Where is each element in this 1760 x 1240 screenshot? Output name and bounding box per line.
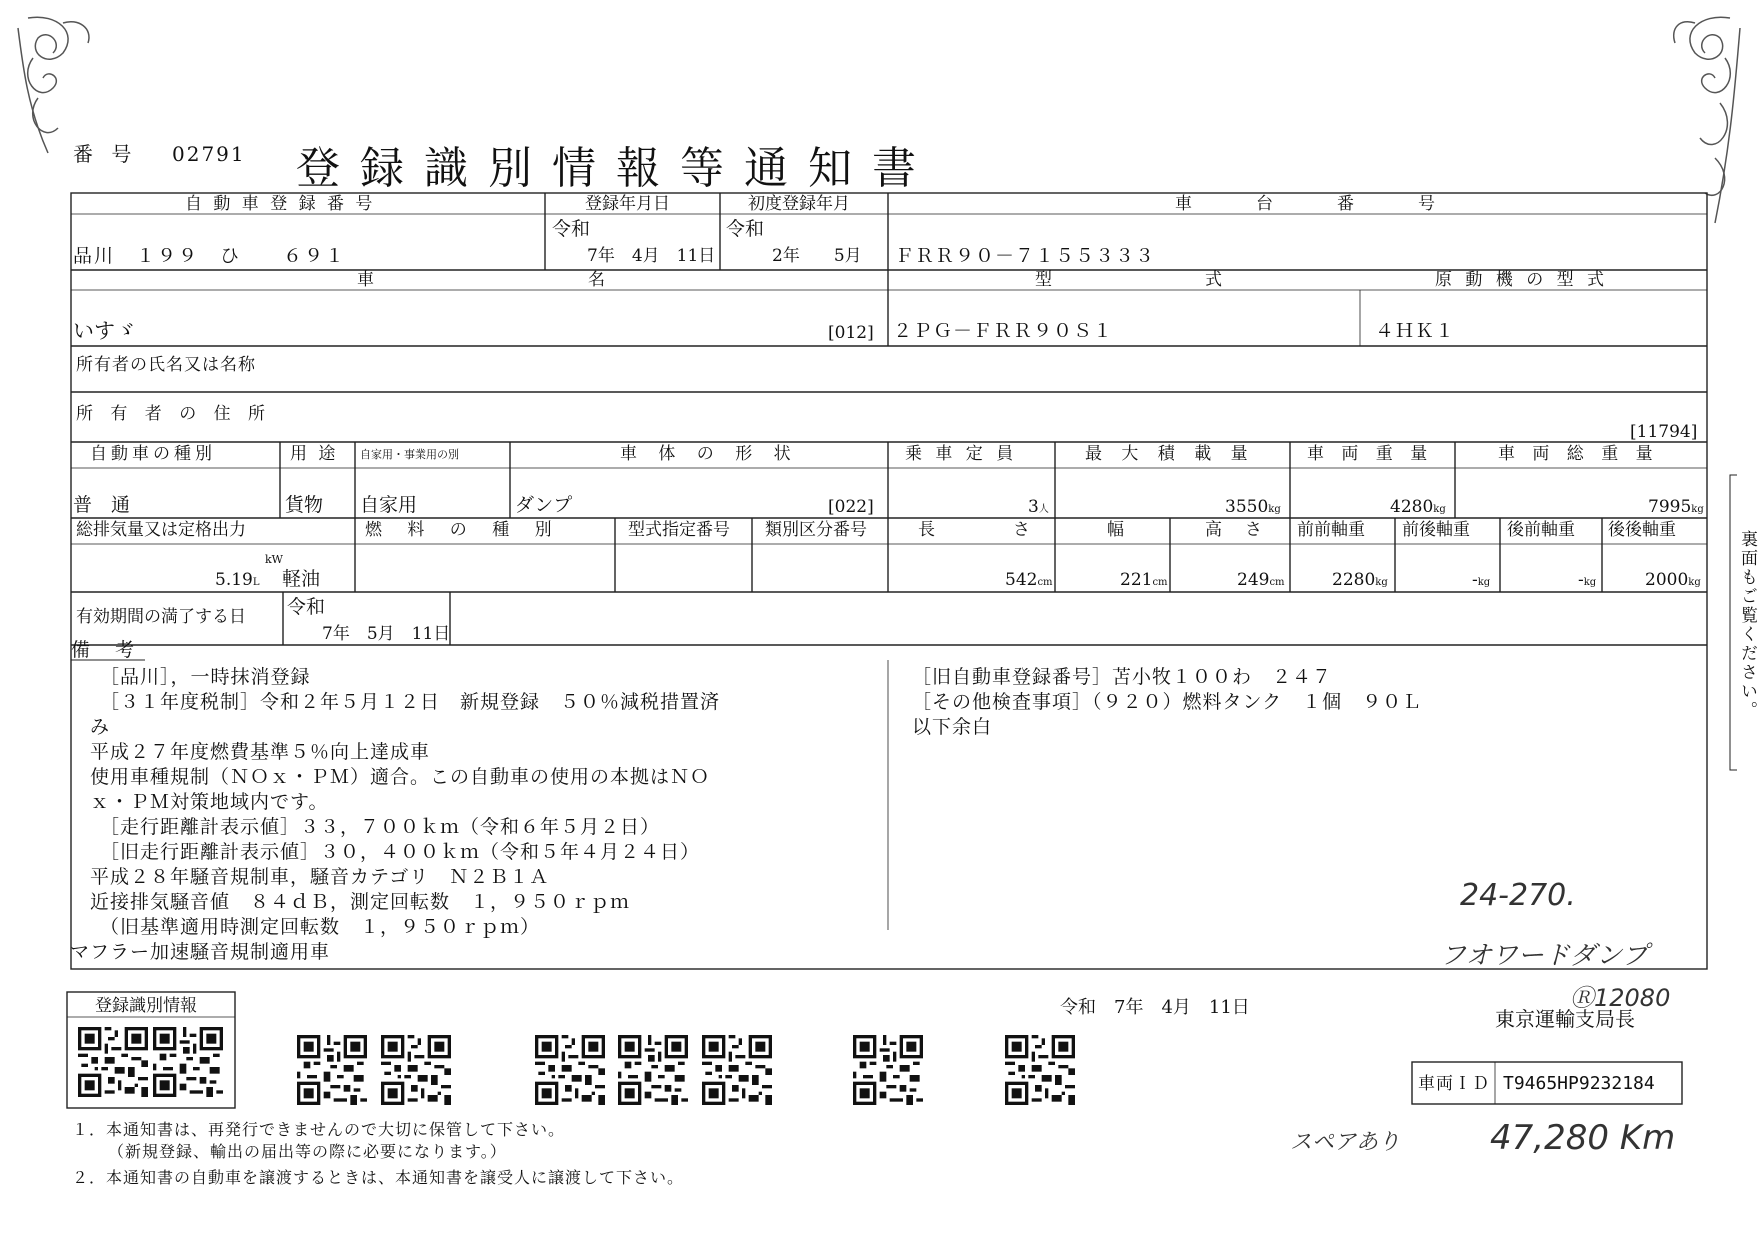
footer-note-1: １．本通知書は、再発行できませんので大切に保管して下さい。 bbox=[72, 1120, 566, 1139]
label-gross: 車 両 総 重 量 bbox=[1498, 444, 1659, 464]
number-label: 番 号 bbox=[73, 142, 138, 166]
page-title: 登録識別情報等通知書 bbox=[296, 143, 936, 194]
qr-code bbox=[297, 1035, 367, 1105]
remark-line: 平成２７年度燃費基準５％向上達成車 bbox=[90, 741, 431, 763]
vehicle-id-label: 車両ＩＤ bbox=[1418, 1074, 1490, 1094]
chassis-value: ＦＲＲ９０－７１５５３３３ bbox=[895, 245, 1156, 267]
qr-code bbox=[1005, 1035, 1075, 1105]
length-number: 542 bbox=[1005, 570, 1038, 590]
label-body: 車 体 の 形 状 bbox=[620, 444, 799, 464]
body-code: [022] bbox=[828, 497, 874, 517]
rr-axle-unit: kg bbox=[1688, 577, 1701, 588]
rr-axle-value bbox=[1645, 569, 1701, 594]
label-reg-no: 自 動 車 登 録 番 号 bbox=[185, 194, 376, 214]
first-era: 令和 bbox=[726, 218, 765, 240]
displacement-value bbox=[215, 569, 260, 594]
ff-axle-number: 2280 bbox=[1332, 570, 1376, 590]
remark-line: ［３１年度税制］令和２年５月１２日 新規登録 ５０％減税措置済 bbox=[100, 691, 721, 713]
label-private-biz: 自家用・事業用の別 bbox=[360, 448, 459, 461]
fuel-value: 軽油 bbox=[282, 568, 321, 590]
label-remarks: 備 考 bbox=[71, 639, 138, 661]
label-displacement: 総排気量又は定格出力 bbox=[76, 520, 246, 540]
handwritten-note: 24-270. bbox=[1460, 878, 1576, 913]
remark-line: ［その他検査事項］（９２０）燃料タンク １個 ９０Ｌ bbox=[912, 691, 1423, 713]
handwritten-note: スペアあり bbox=[1290, 1130, 1401, 1155]
fr-axle-value bbox=[1472, 569, 1490, 594]
remark-line: （旧基準適用時測定回転数 １，９５０ｒｐｍ） bbox=[100, 916, 541, 938]
max-load-unit: kg bbox=[1268, 504, 1281, 515]
footer-note-2: ２．本通知書の自動車を譲渡するときは、本通知書を譲受人に譲渡して下さい。 bbox=[72, 1168, 685, 1187]
reg-date-value: 7年 4月 11日 bbox=[587, 246, 716, 266]
qr-code bbox=[535, 1035, 605, 1105]
addr-code: [11794] bbox=[1630, 422, 1698, 442]
label-first-reg: 初度登録年月 bbox=[748, 194, 850, 214]
rf-axle-number: - bbox=[1578, 570, 1584, 590]
reg-no-value: 品川 １９９ ひ ６９１ bbox=[73, 245, 347, 267]
number-value: 02791 bbox=[172, 142, 246, 166]
label-type-a: 型 bbox=[1035, 270, 1055, 290]
remark-line: ［旧走行距離計表示値］３０，４００ｋｍ（令和５年４月２４日） bbox=[100, 841, 701, 863]
max-load-value bbox=[1225, 496, 1281, 521]
remark-line: ［旧自動車登録番号］苫小牧１００わ ２４７ bbox=[912, 666, 1333, 688]
ff-axle-unit: kg bbox=[1375, 577, 1388, 588]
label-engine: 原 動 機 の 型 式 bbox=[1435, 270, 1609, 290]
label-capacity: 乗 車 定 員 bbox=[905, 444, 1018, 464]
remark-line: 近接排気騒音値 ８４ｄＢ，測定回転数 １，９５０ｒｐｍ bbox=[90, 891, 631, 913]
reg-era: 令和 bbox=[552, 218, 591, 240]
use-value: 貨物 bbox=[285, 494, 324, 516]
remark-line: 以下余白 bbox=[912, 716, 993, 738]
displacement-unit: L bbox=[252, 577, 260, 588]
label-fuel: 燃 料 の 種 別 bbox=[365, 520, 562, 540]
qr-code bbox=[381, 1035, 451, 1105]
qr-code bbox=[853, 1035, 923, 1105]
body-value: ダンプ bbox=[515, 494, 573, 516]
handwritten-note: 47,280 Km bbox=[1490, 1118, 1676, 1158]
expiry-date-value: 7年 5月 11日 bbox=[322, 624, 451, 644]
label-use: 用 途 bbox=[290, 444, 339, 464]
width-unit: cm bbox=[1152, 577, 1168, 588]
length-value bbox=[1005, 569, 1053, 594]
name-value: いすゞ bbox=[73, 319, 136, 343]
max-load-number: 3550 bbox=[1225, 497, 1269, 517]
qr-code bbox=[78, 1027, 148, 1097]
width-value bbox=[1120, 569, 1168, 594]
handwritten-note: Ⓡ12080 bbox=[1570, 984, 1671, 1012]
remark-line: ｘ・ＰＭ対策地域内です。 bbox=[90, 791, 329, 813]
remark-line: み bbox=[90, 716, 111, 738]
label-height-b: さ bbox=[1245, 520, 1265, 540]
ff-axle-value bbox=[1332, 569, 1388, 594]
height-unit: cm bbox=[1269, 577, 1285, 588]
remark-line: 平成２８年騒音規制車，騒音カテゴリ Ｎ２Ｂ１Ａ bbox=[90, 866, 550, 888]
qr-box-label: 登録識別情報 bbox=[95, 996, 197, 1016]
length-unit: cm bbox=[1037, 577, 1053, 588]
remark-line: ［品川］，一時抹消登録 bbox=[100, 666, 311, 688]
label-rf-axle: 後前軸重 bbox=[1507, 520, 1575, 540]
label-owner-addr: 所 有 者 の 住 所 bbox=[76, 404, 272, 424]
displacement-number: 5.19 bbox=[215, 570, 253, 590]
label-length-b: さ bbox=[1013, 520, 1033, 540]
weight-unit: kg bbox=[1433, 504, 1446, 515]
label-type-b: 式 bbox=[1205, 270, 1225, 290]
height-number: 249 bbox=[1237, 570, 1270, 590]
gross-value bbox=[1648, 496, 1704, 521]
issue-date: 令和 7年 4月 11日 bbox=[1060, 997, 1250, 1018]
side-note: 裏面もご覧ください。 bbox=[1737, 530, 1757, 720]
footer-note-1b: （新規登録、輸出の届出等の際に必要になります。） bbox=[108, 1142, 507, 1161]
label-length-a: 長 bbox=[918, 520, 938, 540]
engine-value: ４ＨＫ１ bbox=[1375, 320, 1456, 342]
label-max-load: 最 大 積 載 量 bbox=[1085, 444, 1255, 464]
gross-unit: kg bbox=[1691, 504, 1704, 515]
qr-code bbox=[153, 1027, 223, 1097]
label-kind: 自動車の種別 bbox=[90, 444, 216, 464]
first-reg-value: 2年 5月 bbox=[772, 246, 862, 266]
label-expiry: 有効期間の満了する日 bbox=[76, 607, 246, 627]
width-number: 221 bbox=[1120, 570, 1153, 590]
fr-axle-number: - bbox=[1472, 570, 1478, 590]
capacity-number: 3 bbox=[1028, 497, 1039, 517]
rr-axle-number: 2000 bbox=[1645, 570, 1689, 590]
expiry-era: 令和 bbox=[287, 596, 326, 618]
rf-axle-value bbox=[1578, 569, 1596, 594]
weight-value bbox=[1390, 496, 1446, 521]
label-chassis: 車 台 番 号 bbox=[1175, 194, 1445, 214]
height-value bbox=[1237, 569, 1285, 594]
label-name-b: 名 bbox=[588, 270, 608, 290]
label-type-spec: 型式指定番号 bbox=[628, 520, 730, 540]
label-owner-name: 所有者の氏名又は名称 bbox=[76, 355, 256, 375]
label-name-a: 車 bbox=[357, 270, 377, 290]
label-width: 幅 bbox=[1107, 520, 1127, 540]
issuer: 東京運輸支局長 bbox=[1495, 1007, 1635, 1031]
capacity-unit: 人 bbox=[1038, 504, 1049, 515]
kw-unit: kW bbox=[265, 553, 283, 566]
label-class-no: 類別区分番号 bbox=[765, 520, 867, 540]
qr-code bbox=[702, 1035, 772, 1105]
remark-line: ［走行距離計表示値］３３，７００ｋｍ（令和６年５月２日） bbox=[100, 816, 661, 838]
handwritten-note: フオワードダンプ bbox=[1440, 941, 1649, 971]
vehicle-id: T9465HP9232184 bbox=[1503, 1073, 1655, 1094]
kind-value: 普 通 bbox=[73, 494, 131, 516]
label-fr-axle: 前後軸重 bbox=[1402, 520, 1470, 540]
label-rr-axle: 後後軸重 bbox=[1608, 520, 1676, 540]
model-value: ２ＰＧ－ＦＲＲ９０Ｓ１ bbox=[893, 320, 1114, 342]
label-ff-axle: 前前軸重 bbox=[1297, 520, 1365, 540]
fr-axle-unit: kg bbox=[1477, 577, 1491, 588]
remark-line: マフラー加速騒音規制適用車 bbox=[70, 941, 331, 963]
label-height-a: 高 bbox=[1205, 520, 1225, 540]
rf-axle-unit: kg bbox=[1583, 577, 1597, 588]
gross-number: 7995 bbox=[1648, 497, 1692, 517]
qr-code bbox=[618, 1035, 688, 1105]
label-weight: 車 両 重 量 bbox=[1307, 444, 1434, 464]
private-biz-value: 自家用 bbox=[360, 494, 418, 516]
capacity-value bbox=[1028, 496, 1049, 521]
remark-line: 使用車種規制（ＮＯｘ・ＰＭ）適合。この自動車の使用の本拠はＮＯ bbox=[90, 766, 711, 788]
weight-number: 4280 bbox=[1390, 497, 1434, 517]
label-reg-date: 登録年月日 bbox=[585, 194, 670, 214]
name-code: [012] bbox=[828, 323, 874, 343]
